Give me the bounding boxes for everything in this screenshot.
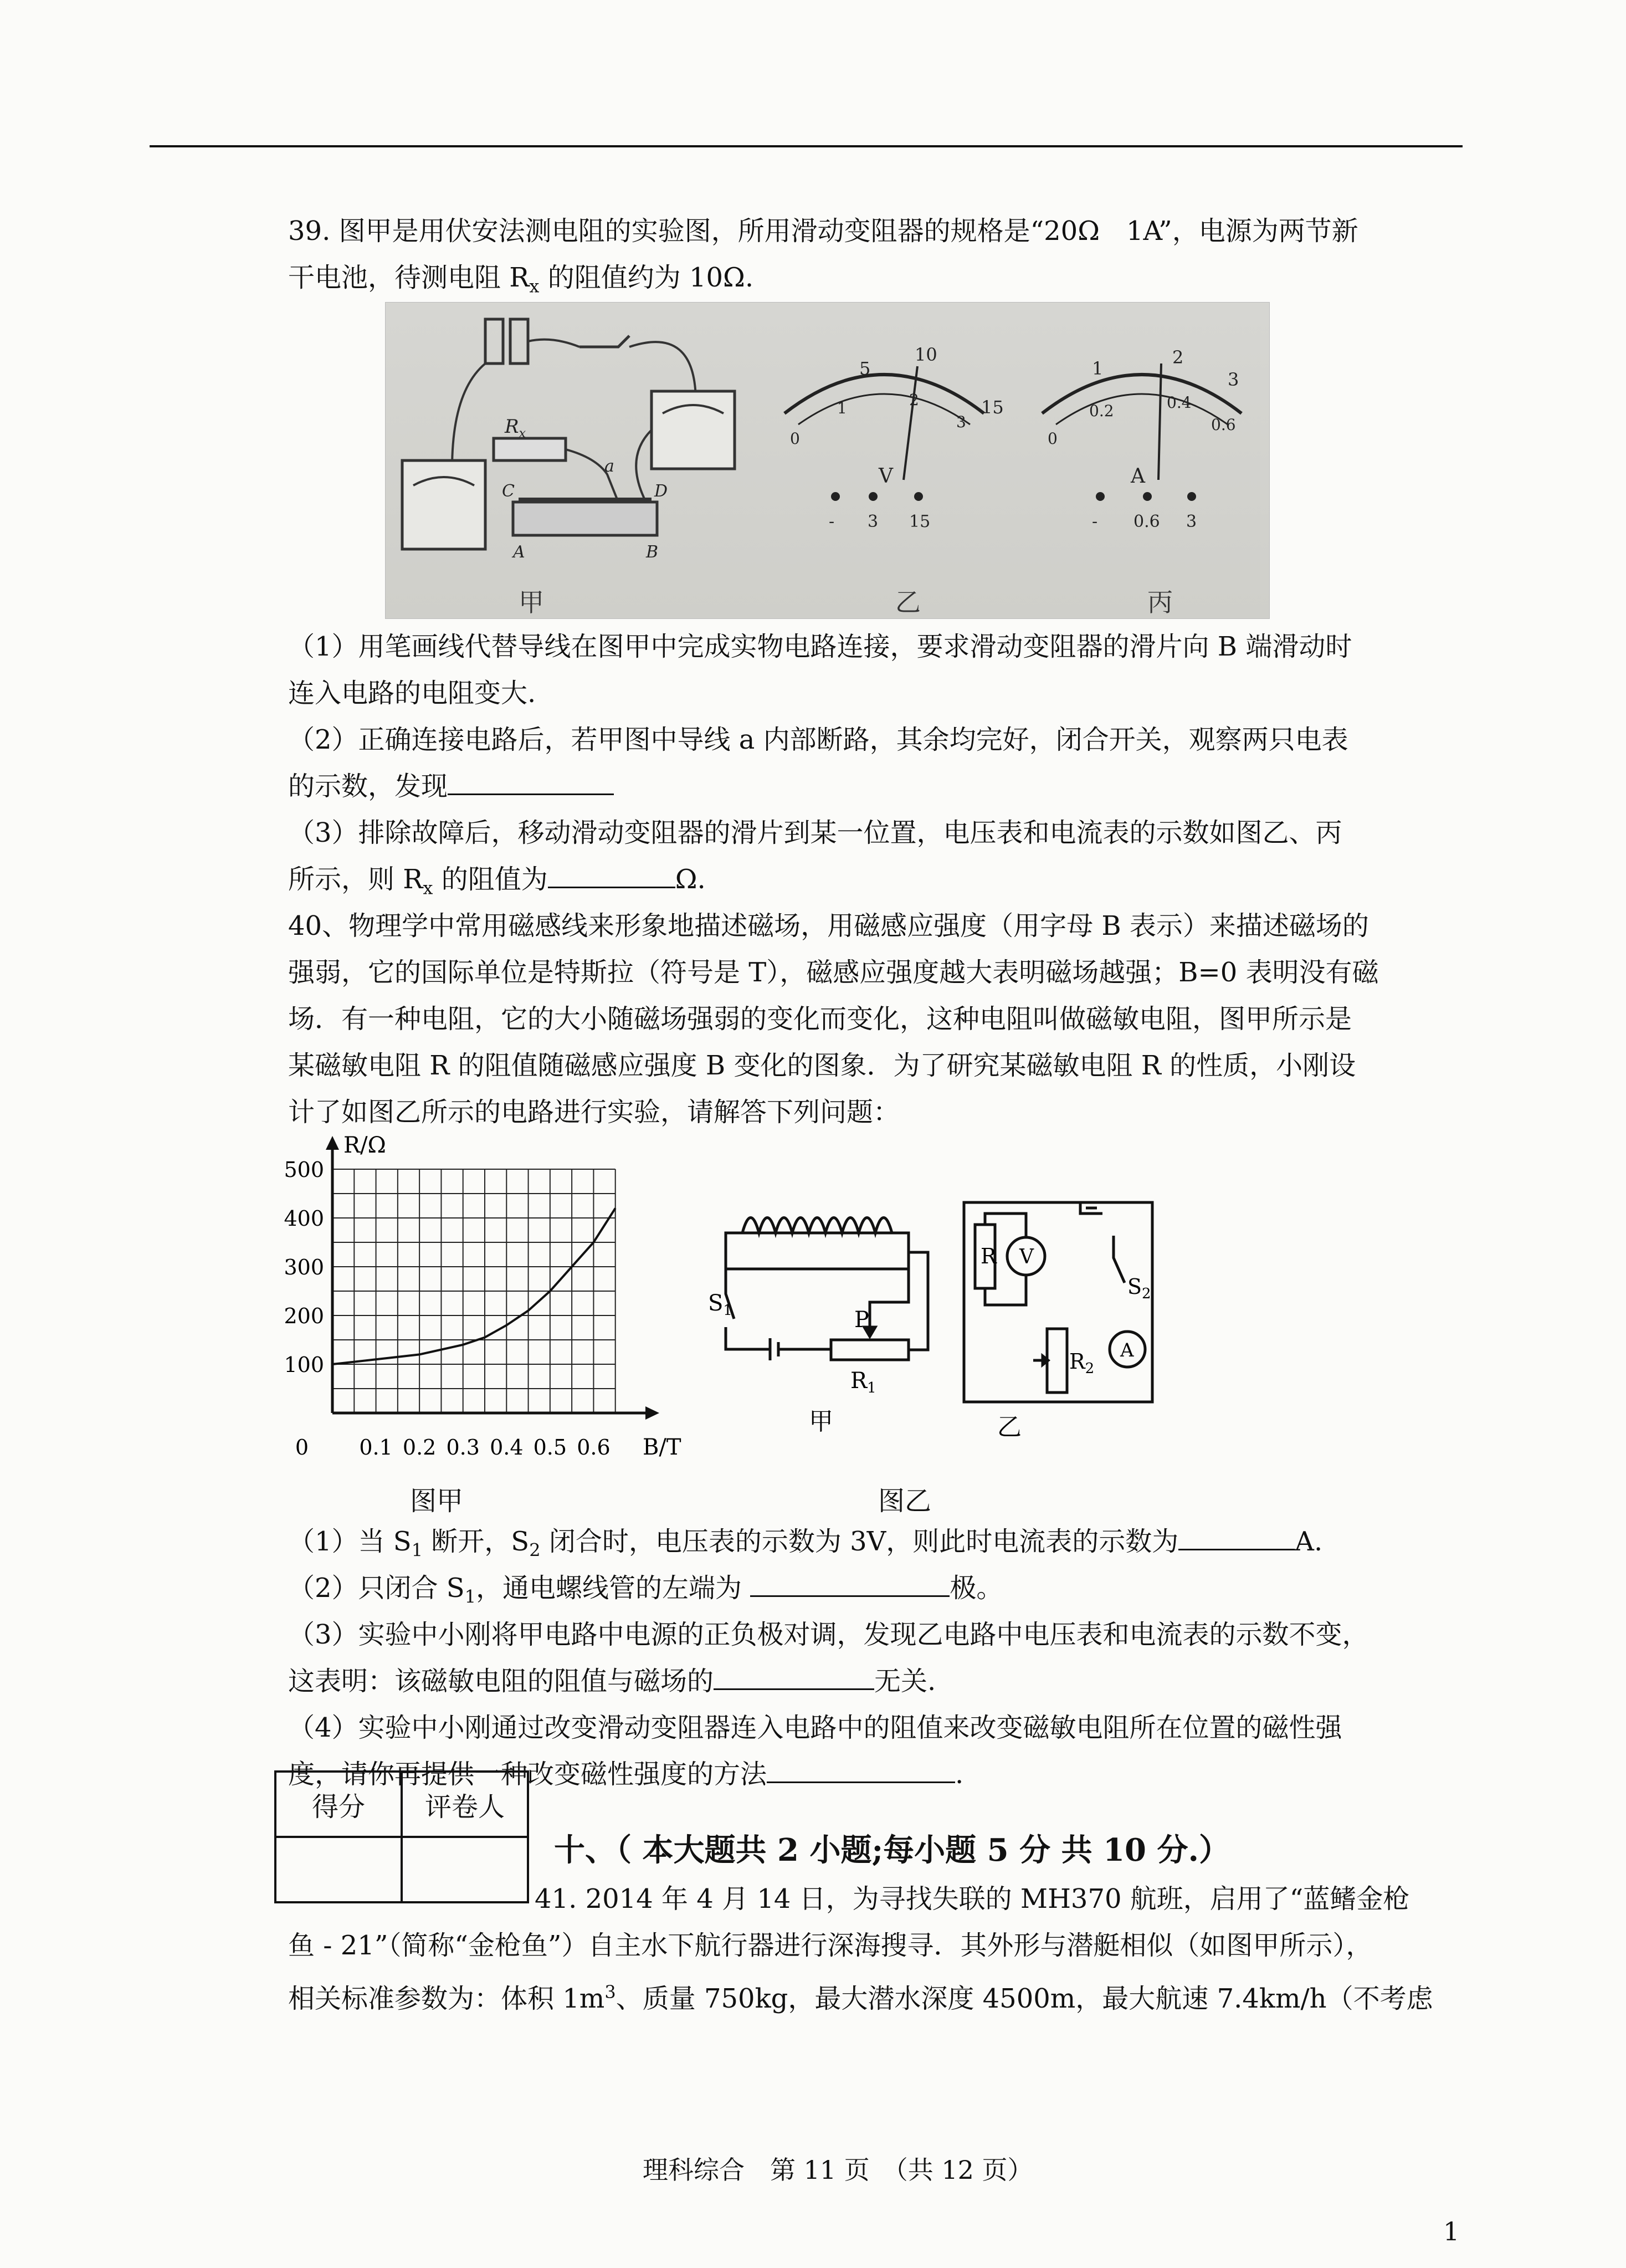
answer-blank[interactable] — [448, 767, 614, 795]
svg-text:-: - — [1092, 512, 1098, 531]
svg-text:a: a — [604, 457, 614, 476]
section-10-title: 十、（ 本大题共 2 小题;每小题 5 分 共 10 分.） — [554, 1832, 1230, 1868]
label-r1: $R_1$ — [850, 1368, 876, 1396]
q39-part1-line1: （1）用笔画线代替导线在图甲中完成实物电路连接，要求滑动变阻器的滑片向 B 端滑动时 — [288, 631, 1352, 662]
q39-part2-line2: 的示数，发现 — [288, 763, 1379, 810]
svg-text:1: 1 — [1092, 358, 1104, 379]
x-tick-label: 0.4 — [490, 1435, 524, 1460]
q40-part1: （1）当 $S_1$ 断开，$S_2$ 闭合时，电压表的示数为 3V，则此时电流表的示数为 A. — [288, 1518, 1379, 1574]
reviewer-header: 评卷人 — [402, 1772, 528, 1837]
q41-line3: 相关标准参数为：体积 $1m^3$、质量 750kg，最大潜水深度 4500m，最大航速 7.4km/h（不考虑 — [288, 1982, 1433, 2014]
x-tick-label: 0.2 — [402, 1435, 437, 1460]
fig-label-jia: 甲 — [519, 587, 544, 617]
q39-line1: 39. 图甲是用伏安法测电阻的实验图，所用滑动变阻器的规格是“20Ω 1A”，电源为两节新 — [288, 216, 1358, 247]
battery-icon — [485, 319, 503, 364]
q39-figure-photo — [385, 302, 1270, 619]
circuit-yi — [964, 1202, 1152, 1402]
y-axis-label: R/Ω — [343, 1133, 386, 1158]
fig-label-yi: 乙 — [895, 587, 921, 617]
svg-text:15: 15 — [981, 397, 1004, 418]
label-a: A — [1120, 1339, 1134, 1361]
answer-blank[interactable] — [548, 860, 675, 888]
ammeter-dial — [1042, 347, 1242, 531]
svg-text:2: 2 — [909, 391, 919, 409]
fig-jia-caption: 图甲 — [410, 1486, 464, 1517]
svg-text:3: 3 — [1228, 369, 1239, 390]
r-b-graph-svg — [271, 1133, 681, 1491]
label-r: R — [981, 1244, 997, 1268]
svg-text:D: D — [654, 482, 668, 501]
q39-part3-line2: 所示，则 $R_x$ 的阻值为 Ω. — [288, 856, 1379, 912]
grading-table — [274, 1770, 529, 1903]
svg-text:-: - — [829, 512, 835, 531]
label-s2: $S_2$ — [1127, 1274, 1151, 1302]
label-p: P — [854, 1307, 869, 1333]
y-tick-label: 200 — [284, 1304, 324, 1328]
x-axis-label: B/T — [643, 1435, 681, 1460]
svg-text:B: B — [646, 542, 659, 562]
label-r2: $R_2$ — [1069, 1349, 1095, 1377]
x-tick-label: 0.6 — [577, 1435, 611, 1460]
label-v: V — [1019, 1246, 1034, 1268]
q39-part1-line2: 连入电路的电阻变大. — [288, 678, 536, 709]
svg-text:2: 2 — [1172, 347, 1184, 368]
ammeter-box-icon — [402, 460, 485, 549]
x-tick-label: 0.1 — [359, 1435, 393, 1460]
q40-line3: 场．有一种电阻，它的大小随磁场强弱的变化而变化，这种电阻叫做磁敏电阻，图甲所示是 — [288, 1004, 1352, 1035]
page-number: 1 — [1443, 2216, 1460, 2246]
svg-text:0.6: 0.6 — [1133, 512, 1160, 531]
voltmeter-box-icon — [652, 391, 735, 469]
y-tick-label: 500 — [284, 1158, 324, 1182]
svg-text:5: 5 — [859, 358, 871, 379]
y-axis-arrow — [326, 1136, 339, 1150]
r-b-graph — [271, 1133, 681, 1535]
q39-part3-line1: （3）排除故障后，移动滑动变阻器的滑片到某一位置，电压表和电流表的示数如图乙、丙 — [288, 817, 1342, 848]
circuit-apparatus-image — [386, 303, 1269, 618]
q40-part4-line2: 度，请你再提供一种改变磁性强度的方法 . — [288, 1751, 1379, 1798]
svg-text:10: 10 — [915, 344, 937, 365]
svg-text:3: 3 — [956, 413, 966, 431]
switch-icon — [579, 336, 629, 347]
circuit-diagrams — [704, 1191, 1158, 1441]
x-axis-arrow — [645, 1406, 659, 1420]
y-tick-label: 300 — [284, 1255, 324, 1279]
label-circuit-yi: 乙 — [997, 1413, 1022, 1441]
answer-blank[interactable] — [767, 1755, 955, 1783]
svg-text:C: C — [502, 482, 515, 501]
label-s1: $S_1$ — [708, 1291, 732, 1319]
svg-text:0.4: 0.4 — [1167, 393, 1192, 412]
q40-part4-line1: （4）实验中小刚通过改变滑动变阻器连入电路中的阻值来改变磁敏电阻所在位置的磁性强 — [288, 1712, 1342, 1743]
voltmeter-dial — [784, 344, 1004, 531]
voltmeter-symbol: V — [879, 465, 893, 488]
q40-part2: （2）只闭合 $S_1$，通电螺线管的左端为 极。 — [288, 1565, 1379, 1620]
score-header: 得分 — [275, 1772, 402, 1837]
y-tick-label: 400 — [284, 1206, 324, 1231]
svg-text:A: A — [513, 542, 525, 562]
x-tick-label: 0 — [295, 1435, 309, 1460]
q39-part2-line1: （2）正确连接电路后，若甲图中导线 a 内部断路，其余均完好，闭合开关，观察两只电表 — [288, 724, 1348, 755]
circuit-jia — [726, 1218, 928, 1361]
q40-line4: 某磁敏电阻 R 的阻值随磁感应强度 B 变化的图象．为了研究某磁敏电阻 R 的性质，小刚设 — [288, 1050, 1356, 1081]
header-rule — [150, 145, 1463, 147]
x-tick-label: 0.3 — [446, 1435, 480, 1460]
r-b-curve — [332, 1208, 615, 1364]
q41-line2: 鱼 - 21”（简称“金枪鱼”）自主水下航行器进行深海搜寻．其外形与潜艇相似（如图甲所示）， — [288, 1930, 1373, 1961]
svg-text:1: 1 — [837, 399, 847, 417]
x-tick-label: 0.5 — [533, 1435, 567, 1460]
svg-text:15: 15 — [909, 512, 931, 531]
ammeter-symbol: A — [1131, 465, 1145, 488]
q40-line1: 40、物理学中常用磁感线来形象地描述磁场，用磁感应强度（用字母 B 表示）来描述磁场的 — [288, 910, 1369, 941]
q40-part3-line1: （3）实验中小刚将甲电路中电源的正负极对调，发现乙电路中电压表和电流表的示数不变， — [288, 1619, 1369, 1650]
q40-line2: 强弱，它的国际单位是特斯拉（符号是 T），磁感应强度越大表明磁场越强；B=0 表明没有磁 — [288, 957, 1379, 988]
score-cell[interactable] — [275, 1837, 402, 1902]
q40-line5: 计了如图乙所示的电路进行实验，请解答下列问题： — [288, 1097, 900, 1128]
fig-yi-caption: 图乙 — [878, 1486, 932, 1517]
svg-text:0: 0 — [1048, 429, 1058, 448]
q41-line1: 41. 2014 年 4 月 14 日，为寻找失联的 MH370 航班，启用了“蓝鳍金枪 — [535, 1883, 1410, 1914]
svg-text:0.6: 0.6 — [1211, 416, 1236, 434]
page-footer: 理科综合 第 11 页 （共 12 页） — [643, 2155, 1033, 2185]
svg-text:3: 3 — [1186, 512, 1197, 531]
battery-icon — [510, 319, 528, 364]
svg-text:0.2: 0.2 — [1089, 402, 1114, 420]
fig-label-bing: 丙 — [1147, 587, 1173, 617]
y-tick-label: 100 — [284, 1353, 324, 1377]
q40-part3-line2: 这表明：该磁敏电阻的阻值与磁场的 无关. — [288, 1658, 1379, 1704]
rheostat-icon — [513, 502, 657, 535]
resistor-rx-icon — [494, 438, 566, 460]
q39-line2: 干电池，待测电阻 $R_x$ 的阻值约为 10Ω. — [288, 262, 754, 297]
svg-text:3: 3 — [868, 512, 879, 531]
answer-blank[interactable] — [1178, 1522, 1295, 1550]
label-circuit-jia: 甲 — [809, 1407, 833, 1436]
svg-text:Rx: $R_x$ — [505, 416, 526, 441]
reviewer-cell[interactable] — [402, 1837, 528, 1902]
answer-blank[interactable] — [750, 1569, 950, 1597]
answer-blank[interactable] — [714, 1662, 874, 1690]
svg-text:0: 0 — [790, 429, 800, 448]
